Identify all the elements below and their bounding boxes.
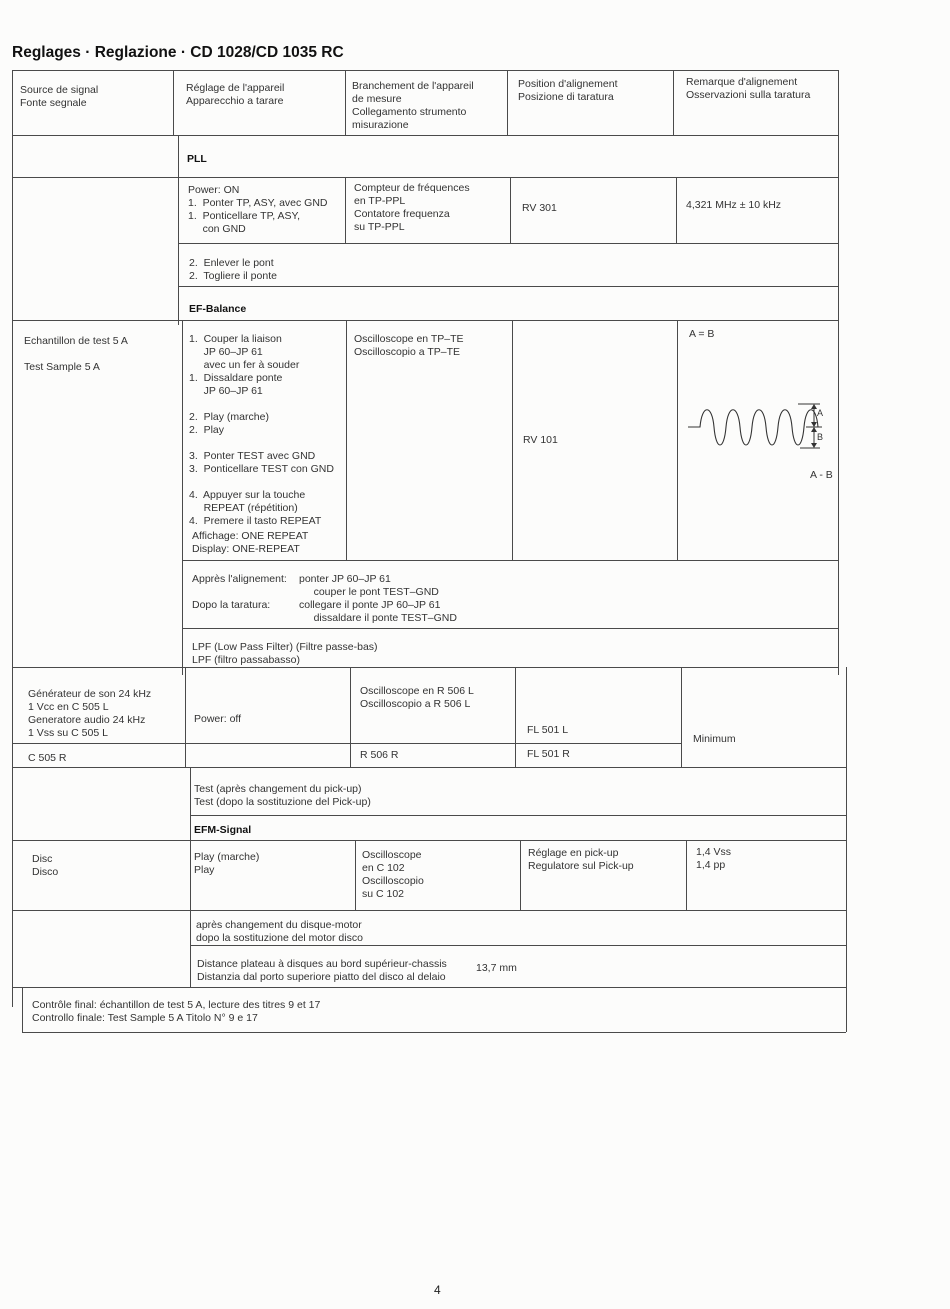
test-label: Test (après changement du pick-up) Test (dopo la sostituzione del Pick-up)	[194, 783, 371, 808]
pll-remove: 2. Enlever le pont 2. Togliere il ponte	[189, 257, 277, 282]
efm-remark: 1,4 Vss 1,4 pp	[696, 846, 732, 871]
ef-measure: Oscilloscope en TP–TE Oscilloscopio a TP–TE	[354, 333, 464, 358]
ef-source: Echantillon de test 5 A Test Sample 5 A	[24, 335, 128, 373]
ef-position: RV 101	[523, 434, 558, 446]
ef-after-label: Apprès l'alignement: Dopo la taratura:	[192, 573, 287, 611]
lpf-position: FL 501 L	[527, 724, 569, 736]
ef-marker-b: B	[817, 432, 824, 442]
pll-position: RV 301	[522, 202, 557, 214]
lpf-source: Générateur de son 24 kHz 1 Vcc en C 505 L Generatore audio 24 kHz 1 Vss su C 505 L	[28, 688, 152, 739]
ef-label: EF-Balance	[189, 303, 247, 315]
efm-position: Réglage en pick-up Regulatore sul Pick-up	[528, 847, 634, 872]
pll-device: Power: ON 1. Ponter TP, ASY, avec GND 1. Ponticellare TP, ASY, con GND	[188, 184, 328, 235]
lpf-measure-r: R 506 R	[360, 749, 399, 761]
lpf-remark: Minimum	[693, 733, 736, 745]
page-title: Reglages · Reglazione · CD 1028/CD 1035 RC	[12, 44, 344, 61]
ef-display: Affichage: ONE REPEAT Display: ONE-REPEAT	[192, 530, 309, 555]
pll-remark: 4,321 MHz ± 10 kHz	[686, 199, 782, 211]
page-number: 4	[434, 1283, 441, 1297]
lpf-label: LPF (Low Pass Filter) (Filtre passe-bas) LPF (filtro passabasso)	[192, 641, 378, 666]
header-device: Réglage de l'appareil Apparecchio a tarare	[186, 82, 285, 107]
header-position: Position d'alignement Posizione di taratura	[518, 78, 618, 103]
ef-marker-a: A	[817, 408, 824, 418]
lpf-source-r: C 505 R	[28, 752, 67, 764]
header-source: Source de signal Fonte segnale	[20, 84, 99, 109]
pll-measure: Compteur de fréquences en TP-PPL Contatore frequenza su TP-PPL	[354, 182, 470, 233]
lpf-measure: Oscilloscope en R 506 L Oscilloscopio a R 506 L	[360, 685, 474, 710]
motor-label: après changement du disque-motor dopo la sostituzione del motor disco	[196, 919, 363, 944]
header-remark: Remarque d'alignement Osservazioni sulla taratura	[686, 76, 811, 101]
efm-label: EFM-Signal	[194, 824, 252, 836]
ef-steps: 1. Couper la liaison JP 60–JP 61 avec un fer à souder 1. Dissaldare ponte JP 60–JP 61 2. Play (marche) 2. Play 3. Ponter TEST avec GND 3. Ponticellare TEST con GND 4. Appuyer sur la touche REPEAT (répétition) 4. Premere il tasto REPEAT	[189, 333, 334, 527]
ef-remark-top: A = B	[689, 328, 715, 340]
efm-source: Disc Disco	[32, 853, 59, 878]
lpf-position-r: FL 501 R	[527, 748, 570, 760]
motor-distance: Distance plateau à disques au bord supérieur-chassis Distanzia dal porto superiore piatto del disco al delaio	[197, 958, 447, 983]
pll-label: PLL	[187, 153, 207, 165]
efm-measure: Oscilloscope en C 102 Oscilloscopio su C 102	[362, 849, 424, 900]
ef-after-text: ponter JP 60–JP 61 couper le pont TEST–GND collegare il ponte JP 60–JP 61 dissaldare il ponte TEST–GND	[299, 573, 457, 624]
final-check: Contrôle final: échantillon de test 5 A, lecture des titres 9 et 17 Controllo finale: Test Sample 5 A Titolo N° 9 e 17	[32, 999, 321, 1024]
efm-device: Play (marche) Play	[194, 851, 260, 876]
header-measure: Branchement de l'appareil de mesure Collegamento strumento misurazione	[352, 80, 474, 131]
ef-waveform	[688, 396, 838, 456]
ef-remark-bottom: A - B	[810, 469, 833, 481]
motor-distance-value: 13,7 mm	[476, 962, 517, 974]
lpf-device: Power: off	[194, 713, 242, 725]
